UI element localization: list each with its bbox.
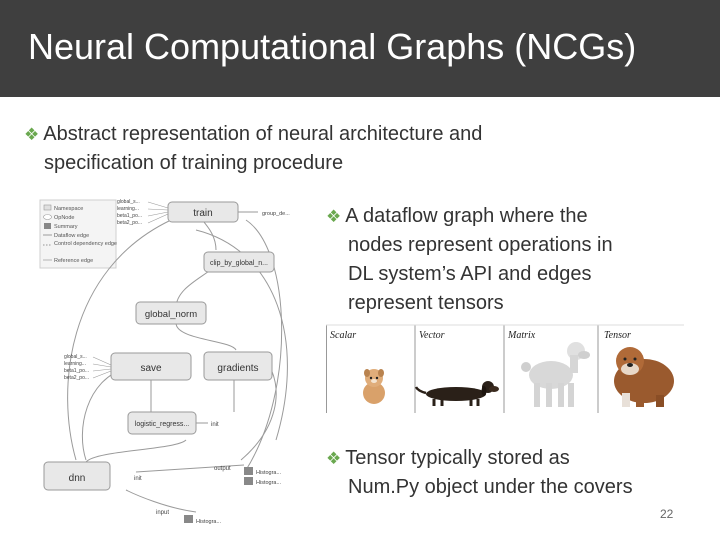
bullet-text-line: specification of training procedure xyxy=(44,152,344,174)
bullet-dataflow-graph xyxy=(326,202,696,318)
input-label: global_s... xyxy=(117,199,140,205)
summary-icon xyxy=(244,467,253,475)
bullet-text-line: Num.Py object under the covers xyxy=(348,476,633,498)
legend-item: Reference edge xyxy=(54,258,94,264)
input-label: beta1_po... xyxy=(117,213,143,219)
matrix-poodle-image xyxy=(521,342,590,407)
bullet-text-line: Abstract representation of neural architecture and xyxy=(43,123,483,145)
node-label: train xyxy=(193,208,213,219)
bullet-text-line: represent tensors xyxy=(348,292,504,314)
node-label: logistic_regress... xyxy=(134,421,190,428)
tensor-illustration xyxy=(326,323,684,415)
output-label: output xyxy=(214,466,231,472)
bullet-text-line: DL system’s API and edges xyxy=(348,263,592,285)
init-label: init xyxy=(134,476,142,482)
init-label: init xyxy=(211,422,219,428)
graph-node-save xyxy=(111,353,191,380)
histogram-label: Histogra... xyxy=(256,470,282,476)
diamond-bullet-icon: ❖ xyxy=(326,449,342,468)
graph-node-gradients xyxy=(204,352,272,380)
node-label: save xyxy=(140,363,162,374)
legend-item: Summary xyxy=(54,224,78,230)
input-label: input xyxy=(156,510,170,516)
graph-node-train xyxy=(168,202,238,222)
page-number: 22 xyxy=(660,507,674,521)
legend-item: OpNode xyxy=(54,215,75,221)
node-label: gradients xyxy=(217,363,259,374)
title-bar xyxy=(0,0,720,97)
input-label: learning... xyxy=(117,206,139,212)
graph-node-global-norm xyxy=(136,302,206,324)
input-label: global_s... xyxy=(64,354,87,360)
input-label: beta1_po... xyxy=(64,368,90,374)
graph-node-dnn xyxy=(44,462,110,490)
diamond-bullet-icon: ❖ xyxy=(24,125,40,144)
input-label: beta2_po... xyxy=(117,220,143,226)
tensor-label: Tensor xyxy=(604,330,631,341)
graph-legend xyxy=(40,200,117,268)
histogram-label: Histogra... xyxy=(196,519,222,525)
bullet-text-line: A dataflow graph where the xyxy=(345,205,588,227)
bullet-abstract-representation xyxy=(24,120,664,178)
slide-title: Neural Computational Graphs (NCGs) xyxy=(28,26,637,67)
legend-item: Control dependency edge xyxy=(54,241,117,247)
input-label: beta2_po... xyxy=(64,375,90,381)
tensor-label: Scalar xyxy=(330,330,357,341)
tensor-label: Matrix xyxy=(508,330,536,341)
input-label: learning... xyxy=(64,361,86,367)
vector-dachshund-image xyxy=(416,381,499,406)
diamond-bullet-icon: ❖ xyxy=(326,207,342,226)
graph-node-logistic-regression xyxy=(128,412,196,434)
group-deps-label: group_de... xyxy=(262,211,290,217)
legend-item: Namespace xyxy=(54,206,84,212)
node-label: clip_by_global_n... xyxy=(210,260,268,267)
legend-item: Dataflow edge xyxy=(54,233,90,239)
node-label: global_norm xyxy=(144,309,198,320)
bullet-tensor-storage xyxy=(326,444,706,502)
bullet-text-line: nodes represent operations in xyxy=(348,234,613,256)
train-input-labels xyxy=(117,199,168,226)
histogram-label: Histogra... xyxy=(256,480,282,486)
summary-icon xyxy=(244,477,253,485)
tensor-bulldog-image xyxy=(614,347,674,407)
summary-icon xyxy=(184,515,193,523)
save-input-labels xyxy=(64,354,111,381)
scalar-puppy-image xyxy=(363,369,385,404)
graph-node-clip-by-global-norm xyxy=(204,252,274,272)
bullet-text-line: Tensor typically stored as xyxy=(345,447,570,469)
computational-graph-diagram xyxy=(36,190,308,535)
node-label: dnn xyxy=(68,473,86,484)
tensor-label: Vector xyxy=(419,330,445,341)
